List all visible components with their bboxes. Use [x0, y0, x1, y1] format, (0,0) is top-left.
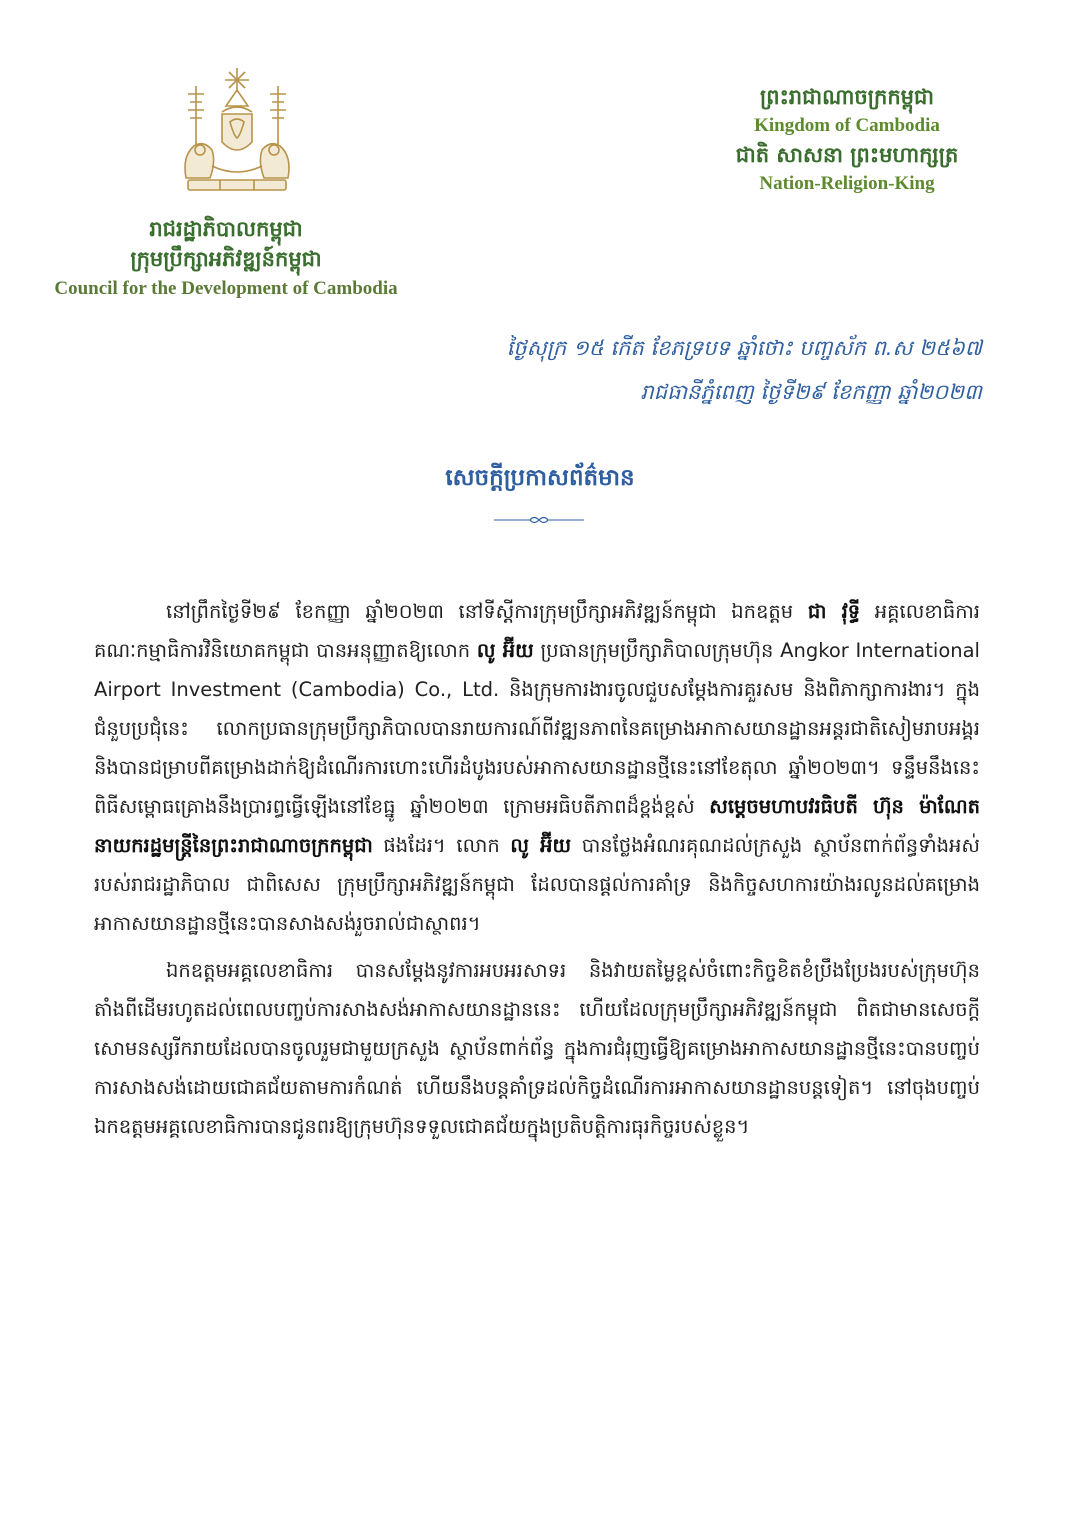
council-heading [30, 214, 422, 302]
document-date [507, 326, 982, 414]
solar-date: រាជធានីភ្នំពេញ ថ្ងៃទី២៩ ខែកញ្ញា ឆ្នាំ២០២៣ [640, 380, 982, 404]
p1-text-e: ប្រធានក្រុមប្រឹក្សាភិបាលក្រុមហ៊ុន Angkor International Airport Investment (Cambodia) Co., Ltd. និងក្រុមការងារចូលជួបសម្តែងការគួរសម និងពិភាក្សាការងារ។ ក្នុងជំនួបប្រជុំនេះ លោកប្រធានក្រុមប្រឹក្សាភិបាលបានរាយការណ៍ពីវឌ្ឍនភាពនៃគម្រោងអាកាសយានដ្ឋានអន្តរជាតិសៀមរាបអង្គរ និងបានជម្រាបពីគម្រោងដាក់ឱ្យដំណើរការហោះហើរដំបូងរបស់អាកាសយានដ្ឋានថ្មីនេះនៅខែតុលា ឆ្នាំ២០២៣។ ទន្ទឹមនឹងនេះ ពិធីសម្ពោធគ្រោងនឹងប្រារព្ធធ្វើឡើងនៅខែធ្នូ ឆ្នាំ២០២៣ ក្រោមអធិបតីភាពដ៏ខ្ពង់ខ្ពស់ [94, 639, 980, 818]
kingdom-heading [712, 82, 982, 198]
paragraph-1 [94, 592, 980, 943]
lunar-date: ថ្ងៃសុក្រ ១៥ កើត ខែភទ្របទ ឆ្នាំថោះ បញ្ចស័ក ព.ស ២៥៦៧ [506, 336, 982, 360]
motto-km: ជាតិ សាសនា ព្រះមហាក្សត្រ [735, 143, 959, 167]
council-name-en: Council for the Development of Cambodia [54, 278, 398, 299]
p1-name-excellency: ជា វុទ្ធី [807, 600, 861, 623]
paragraph-2: ឯកឧត្តមអគ្គលេខាធិការ បានសម្តែងនូវការអបអរសាទរ និងវាយតម្លៃខ្ពស់ចំពោះកិច្ចខិតខំប្រឹងប្រែងរបស់ក្រុមហ៊ុន តាំងពីដើមរហូតដល់ពេលបញ្ចប់ការសាងសង់អាកាសយានដ្ឋាននេះ ហើយដែលក្រុមប្រឹក្សាអភិវឌ្ឍន៍កម្ពុជា ពិតជាមានសេចក្តីសោមនស្សរីករាយដែលបានចូលរួមជាមួយក្រសួង ស្ថាប័នពាក់ព័ន្ធ ក្នុងការជំរុញធ្វើឱ្យគម្រោងអាកាសយានដ្ឋានថ្មីនេះបានបញ្ចប់ការសាងសង់ដោយជោគជ័យតាមការកំណត់ ហើយនឹងបន្តគាំទ្រដល់កិច្ចដំណើរការអាកាសយានដ្ឋានបន្តទៀត។ នៅចុងបញ្ចប់ ឯកឧត្តមអគ្គលេខាធិការបានជូនពរឱ្យក្រុមហ៊ុនទទួលជោគជ័យក្នុងប្រតិបត្តិការធុរកិច្ចរបស់ខ្លួន។ [94, 959, 980, 1138]
p1-text-a: នៅព្រឹកថ្ងៃទី២៩ ខែកញ្ញា ឆ្នាំ២០២៣ នៅទីស្តីការក្រុមប្រឹក្សាអភិវឌ្ឍន៍កម្ពុជា ឯកឧត្តម [166, 600, 808, 623]
p1-name-chairman: លូ អ៊ីយ [476, 639, 534, 662]
council-name-km: ក្រុមប្រឹក្សាអភិវឌ្ឍន៍កម្ពុជា [130, 247, 322, 271]
p1-name-prime-minister: សម្តេចមហាបវរធិបតី ហ៊ុន ម៉ាណែត នាយករដ្ឋមន្ត្រីនៃព្រះរាជាណាចក្រកម្ពុជា [94, 795, 981, 857]
p1-name-chairman-2: លូ អ៊ីយ [510, 834, 572, 857]
government-name-km: រាជរដ្ឋាភិបាលកម្ពុជា [149, 217, 303, 241]
document-title: សេចក្តីប្រកាសព័ត៌មាន [445, 465, 635, 491]
p1-text-i: បានថ្លែងអំណរគុណដល់ក្រសួង ស្ថាប័នពាក់ព័ន្ធទាំងអស់របស់រាជរដ្ឋាភិបាល ជាពិសេស ក្រុមប្រឹក្សាអភិវឌ្ឍន៍កម្ពុជា ដែលបានផ្តល់ការគាំទ្រ និងកិច្ចសហការយ៉ាងរលូនដល់គម្រោងអាកាសយានដ្ឋានថ្មីនេះបានសាងសង់រួចរាល់ជាស្ថាពរ។ [94, 834, 980, 935]
press-release-body [94, 592, 980, 1154]
p1-text-g: ផងដែរ។ លោក [372, 834, 511, 857]
p1-text-c: អគ្គលេខាធិការគណៈកម្មាធិការវិនិយោគកម្ពុជា បានអនុញ្ញាតឱ្យលោក [94, 600, 980, 662]
kingdom-name-en: Kingdom of Cambodia [754, 115, 940, 136]
kingdom-name-km: ព្រះរាជាណាចក្រកម្ពុជា [759, 85, 934, 109]
motto-en: Nation-Religion-King [759, 173, 935, 194]
title-ornament-divider [492, 514, 586, 526]
royal-emblem-logo [168, 66, 306, 194]
